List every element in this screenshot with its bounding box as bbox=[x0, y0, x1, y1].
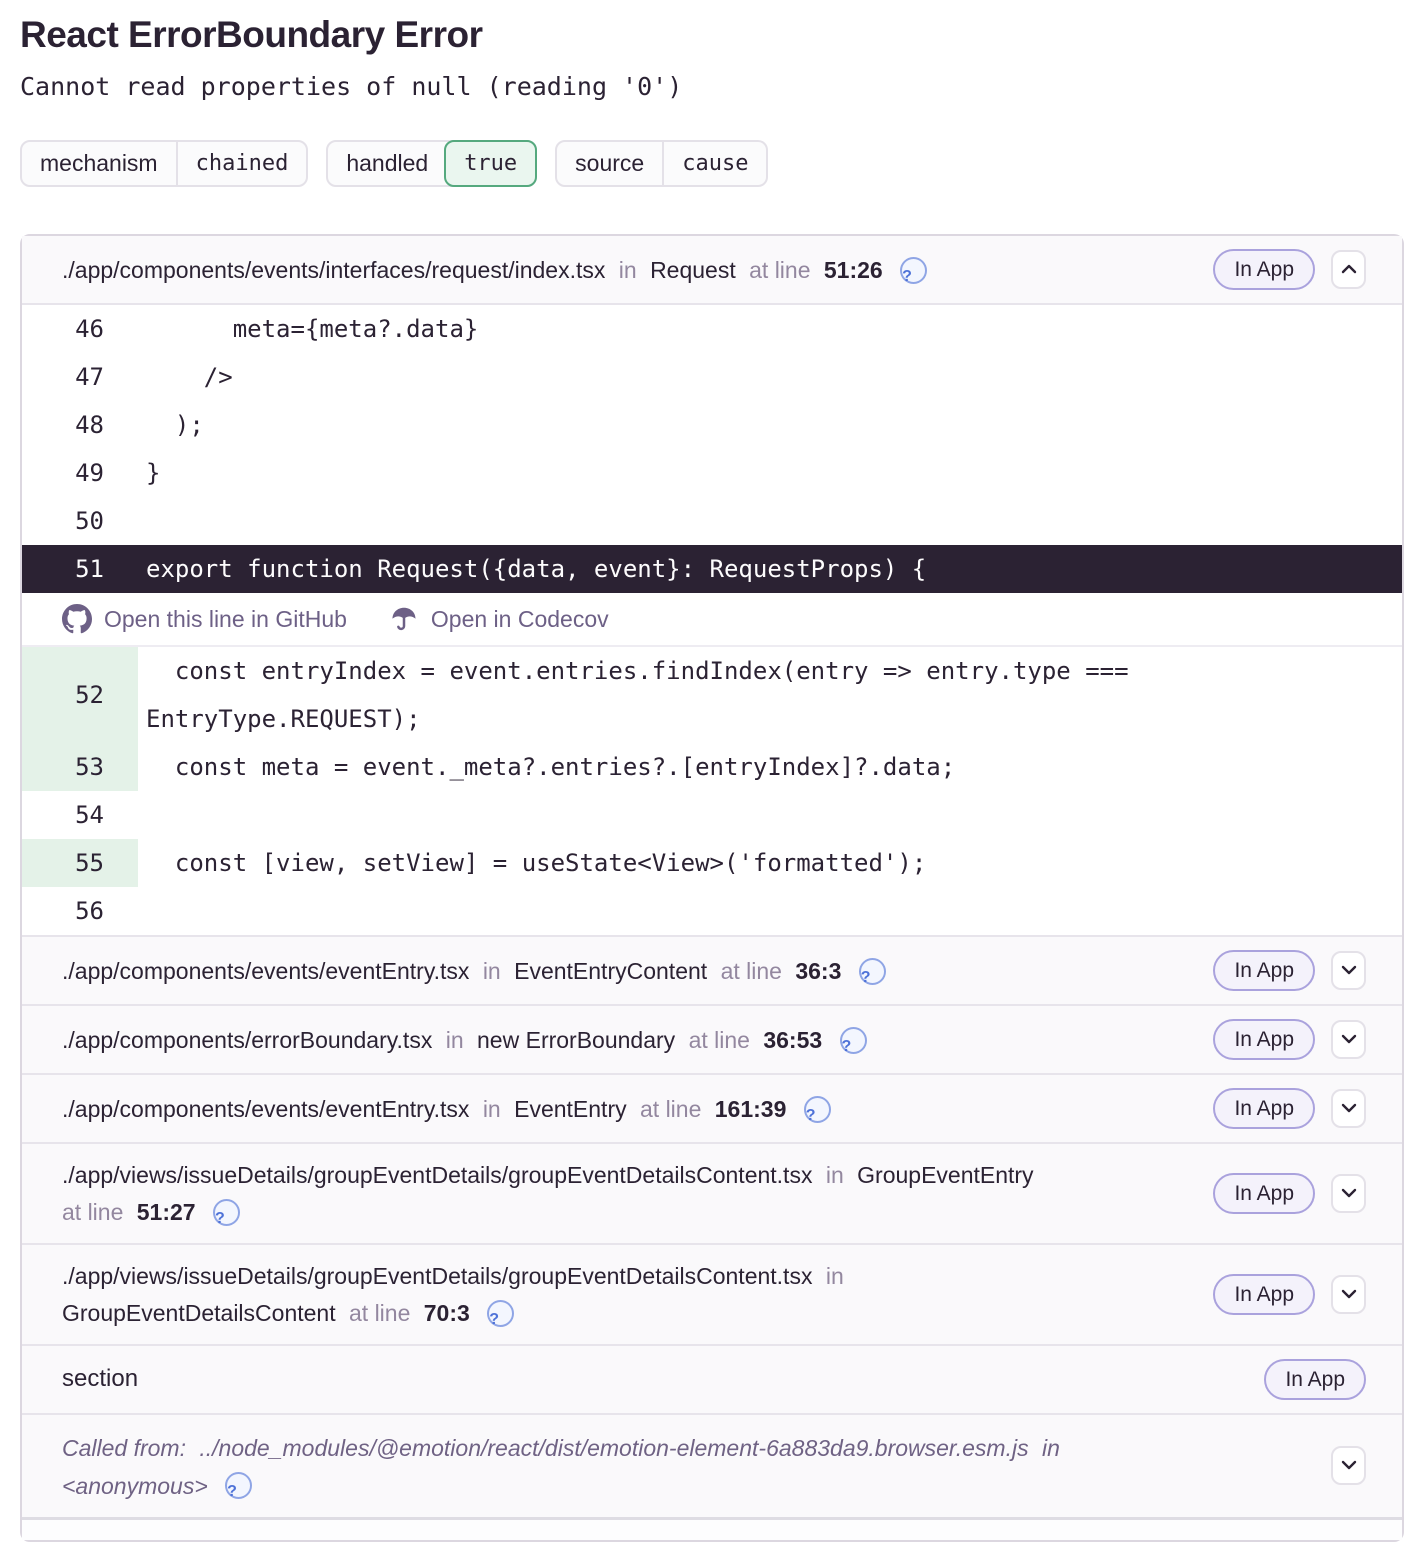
frame-title bbox=[62, 251, 934, 287]
in-app-badge: In App bbox=[1213, 1173, 1315, 1214]
frame-atline-label: at line bbox=[720, 957, 782, 984]
code-source: const entryIndex = event.entries.findIndex(entry => entry.type === EntryType.REQUEST); bbox=[146, 657, 1144, 733]
in-app-badge: In App bbox=[1213, 1019, 1315, 1060]
chevron-down-icon bbox=[1341, 1287, 1357, 1302]
open-in-codecov-link[interactable] bbox=[389, 604, 609, 634]
frame-path: ../node_modules/@emotion/react/dist/emotion-element-6a883da9.browser.esm.js bbox=[199, 1434, 1029, 1461]
frame-lineno: 51:27 bbox=[136, 1198, 196, 1225]
stack-frame-groupevententry[interactable] bbox=[22, 1144, 1402, 1245]
help-icon[interactable]: ? bbox=[487, 1300, 514, 1327]
code-line bbox=[22, 743, 1402, 791]
line-number: 47 bbox=[75, 363, 104, 391]
stack-frame-evententrycontent[interactable] bbox=[22, 937, 1402, 1006]
frame-lineno: 70:3 bbox=[423, 1299, 470, 1326]
stack-trace-panel bbox=[20, 234, 1404, 1542]
expand-frame-button[interactable] bbox=[1331, 1275, 1366, 1314]
line-number: 48 bbox=[75, 411, 104, 439]
frame-path: ./app/components/events/eventEntry.tsx bbox=[62, 1095, 470, 1122]
frame-title bbox=[62, 1021, 874, 1057]
open-in-github-link[interactable] bbox=[62, 604, 347, 634]
line-number: 55 bbox=[22, 839, 138, 887]
tag-key: handled bbox=[346, 150, 429, 176]
code-source: const meta = event._meta?.entries?.[entryIndex]?.data; bbox=[146, 753, 956, 781]
help-icon[interactable]: ? bbox=[900, 257, 927, 284]
line-number: 46 bbox=[75, 315, 104, 343]
line-number: 53 bbox=[22, 743, 138, 791]
codecov-umbrella-icon bbox=[389, 604, 419, 634]
code-source bbox=[138, 791, 1402, 839]
frame-function: section bbox=[62, 1365, 139, 1393]
chevron-down-icon bbox=[1341, 1186, 1357, 1201]
chevron-up-icon bbox=[1341, 262, 1357, 277]
line-number: 49 bbox=[75, 459, 104, 487]
code-source: } bbox=[146, 459, 161, 487]
frame-atline-label: at line bbox=[688, 1026, 750, 1053]
frame-title bbox=[62, 1258, 1072, 1331]
help-icon[interactable]: ? bbox=[859, 958, 886, 985]
line-number: 52 bbox=[22, 647, 138, 743]
frame-in-label: in bbox=[618, 256, 637, 283]
code-source bbox=[138, 887, 1402, 935]
frame-function: EventEntryContent bbox=[514, 957, 708, 984]
frame-path: ./app/components/events/eventEntry.tsx bbox=[62, 957, 470, 984]
in-app-badge: In App bbox=[1213, 249, 1315, 290]
tag-key: mechanism bbox=[40, 150, 158, 176]
frame-title bbox=[62, 1090, 838, 1126]
code-line bbox=[22, 839, 1402, 887]
collapse-frame-button[interactable] bbox=[1331, 250, 1366, 289]
frame-widgets bbox=[1213, 1019, 1366, 1060]
in-app-badge: In App bbox=[1213, 1274, 1315, 1315]
chevron-down-icon bbox=[1341, 1458, 1357, 1473]
stack-frame-section[interactable] bbox=[22, 1346, 1402, 1415]
line-number: 56 bbox=[75, 897, 104, 925]
error-message: Cannot read properties of null (reading '0') bbox=[20, 72, 683, 101]
help-icon[interactable]: ? bbox=[213, 1199, 240, 1226]
frame-widgets bbox=[1213, 950, 1366, 991]
stack-frame-errorboundary[interactable] bbox=[22, 1006, 1402, 1075]
tag-value-highlighted: true bbox=[444, 140, 537, 187]
frame-atline-label: at line bbox=[640, 1095, 702, 1122]
tag-source bbox=[555, 140, 768, 187]
frame-atline-label: at line bbox=[749, 256, 811, 283]
in-app-badge: In App bbox=[1213, 950, 1315, 991]
chevron-down-icon bbox=[1341, 1101, 1357, 1116]
frame-path: ./app/components/errorBoundary.tsx bbox=[62, 1026, 433, 1053]
called-from-text bbox=[62, 1428, 1122, 1504]
frame-path: ./app/views/issueDetails/groupEventDetails/groupEventDetailsContent.tsx bbox=[62, 1162, 813, 1189]
frame-in-label: in bbox=[482, 1095, 501, 1122]
frame-function: EventEntry bbox=[514, 1095, 627, 1122]
frame-function: Request bbox=[650, 256, 736, 283]
code-source: meta={meta?.data} bbox=[146, 315, 479, 343]
tag-key: source bbox=[575, 150, 645, 176]
frame-widgets bbox=[1213, 1173, 1366, 1214]
frame-in-label: in bbox=[825, 1162, 844, 1189]
tag-handled bbox=[326, 140, 537, 187]
frame-widgets bbox=[1331, 1446, 1366, 1485]
frame-lineno: 36:53 bbox=[763, 1026, 823, 1053]
tag-value: chained bbox=[176, 142, 307, 185]
code-source: ); bbox=[146, 411, 204, 439]
code-line bbox=[22, 497, 1402, 545]
tag-mechanism bbox=[20, 140, 308, 187]
code-source: export function Request({data, event}: RequestProps) { bbox=[146, 555, 927, 583]
line-number: 51 bbox=[75, 555, 104, 583]
help-icon[interactable]: ? bbox=[225, 1472, 252, 1499]
expand-frame-button[interactable] bbox=[1331, 1446, 1366, 1485]
frame-widgets bbox=[1213, 249, 1366, 290]
code-line bbox=[22, 353, 1402, 401]
frame-path: ./app/components/events/interfaces/request/index.tsx bbox=[62, 256, 606, 283]
called-from-label: Called from: bbox=[62, 1434, 186, 1461]
tags-row bbox=[20, 140, 1404, 187]
stack-frame-groupeventdetailscontent[interactable] bbox=[22, 1245, 1402, 1346]
frame-title bbox=[62, 1157, 1072, 1230]
stack-frame-called-from[interactable] bbox=[22, 1415, 1402, 1520]
code-line bbox=[22, 449, 1402, 497]
frame-lineno: 51:26 bbox=[823, 256, 883, 283]
frame-function: GroupEventEntry bbox=[857, 1162, 1034, 1189]
code-line bbox=[22, 305, 1402, 353]
frame-function: <anonymous> bbox=[62, 1472, 208, 1499]
frame-atline-label: at line bbox=[349, 1299, 411, 1326]
code-line bbox=[22, 791, 1402, 839]
frame-function: new ErrorBoundary bbox=[477, 1026, 676, 1053]
stack-frame-request[interactable] bbox=[22, 236, 1402, 305]
code-line-crash bbox=[22, 545, 1402, 593]
code-line bbox=[22, 401, 1402, 449]
frame-path: ./app/views/issueDetails/groupEventDetails/groupEventDetailsContent.tsx bbox=[62, 1263, 813, 1290]
code-context bbox=[22, 305, 1402, 937]
github-link-label: Open this line in GitHub bbox=[104, 605, 347, 632]
frame-title bbox=[62, 952, 893, 988]
line-number: 50 bbox=[75, 507, 104, 535]
code-source bbox=[138, 497, 1402, 545]
chevron-down-icon bbox=[1341, 1032, 1357, 1047]
code-line bbox=[22, 887, 1402, 935]
code-source: /> bbox=[146, 363, 233, 391]
frame-widgets bbox=[1213, 1274, 1366, 1315]
external-links-row bbox=[22, 593, 1402, 647]
tag-value: cause bbox=[662, 142, 766, 185]
frame-function: GroupEventDetailsContent bbox=[62, 1299, 336, 1326]
frame-in-label: in bbox=[445, 1026, 464, 1053]
expand-frame-button[interactable] bbox=[1331, 951, 1366, 990]
expand-frame-button[interactable] bbox=[1331, 1089, 1366, 1128]
in-app-badge: In App bbox=[1213, 1088, 1315, 1129]
github-icon bbox=[62, 604, 92, 634]
frame-in-label: in bbox=[825, 1263, 844, 1290]
frame-in-label: in bbox=[482, 957, 501, 984]
in-app-badge: In App bbox=[1264, 1359, 1366, 1400]
help-icon[interactable]: ? bbox=[840, 1027, 867, 1054]
line-number: 54 bbox=[75, 801, 104, 829]
page-title: React ErrorBoundary Error bbox=[20, 14, 483, 55]
stack-frame-evententry[interactable] bbox=[22, 1075, 1402, 1144]
expand-frame-button[interactable] bbox=[1331, 1174, 1366, 1213]
codecov-link-label: Open in Codecov bbox=[430, 605, 609, 632]
frame-widgets bbox=[1213, 1088, 1366, 1129]
code-source: const [view, setView] = useState<View>('formatted'); bbox=[146, 849, 927, 877]
frame-in-label: in bbox=[1041, 1434, 1060, 1461]
frame-lineno: 36:3 bbox=[795, 957, 842, 984]
help-icon[interactable]: ? bbox=[804, 1096, 831, 1123]
frame-atline-label: at line bbox=[62, 1198, 124, 1225]
frame-lineno: 161:39 bbox=[714, 1095, 787, 1122]
code-line bbox=[22, 647, 1402, 743]
expand-frame-button[interactable] bbox=[1331, 1020, 1366, 1059]
chevron-down-icon bbox=[1341, 963, 1357, 978]
next-frame-partial bbox=[22, 1520, 1402, 1540]
